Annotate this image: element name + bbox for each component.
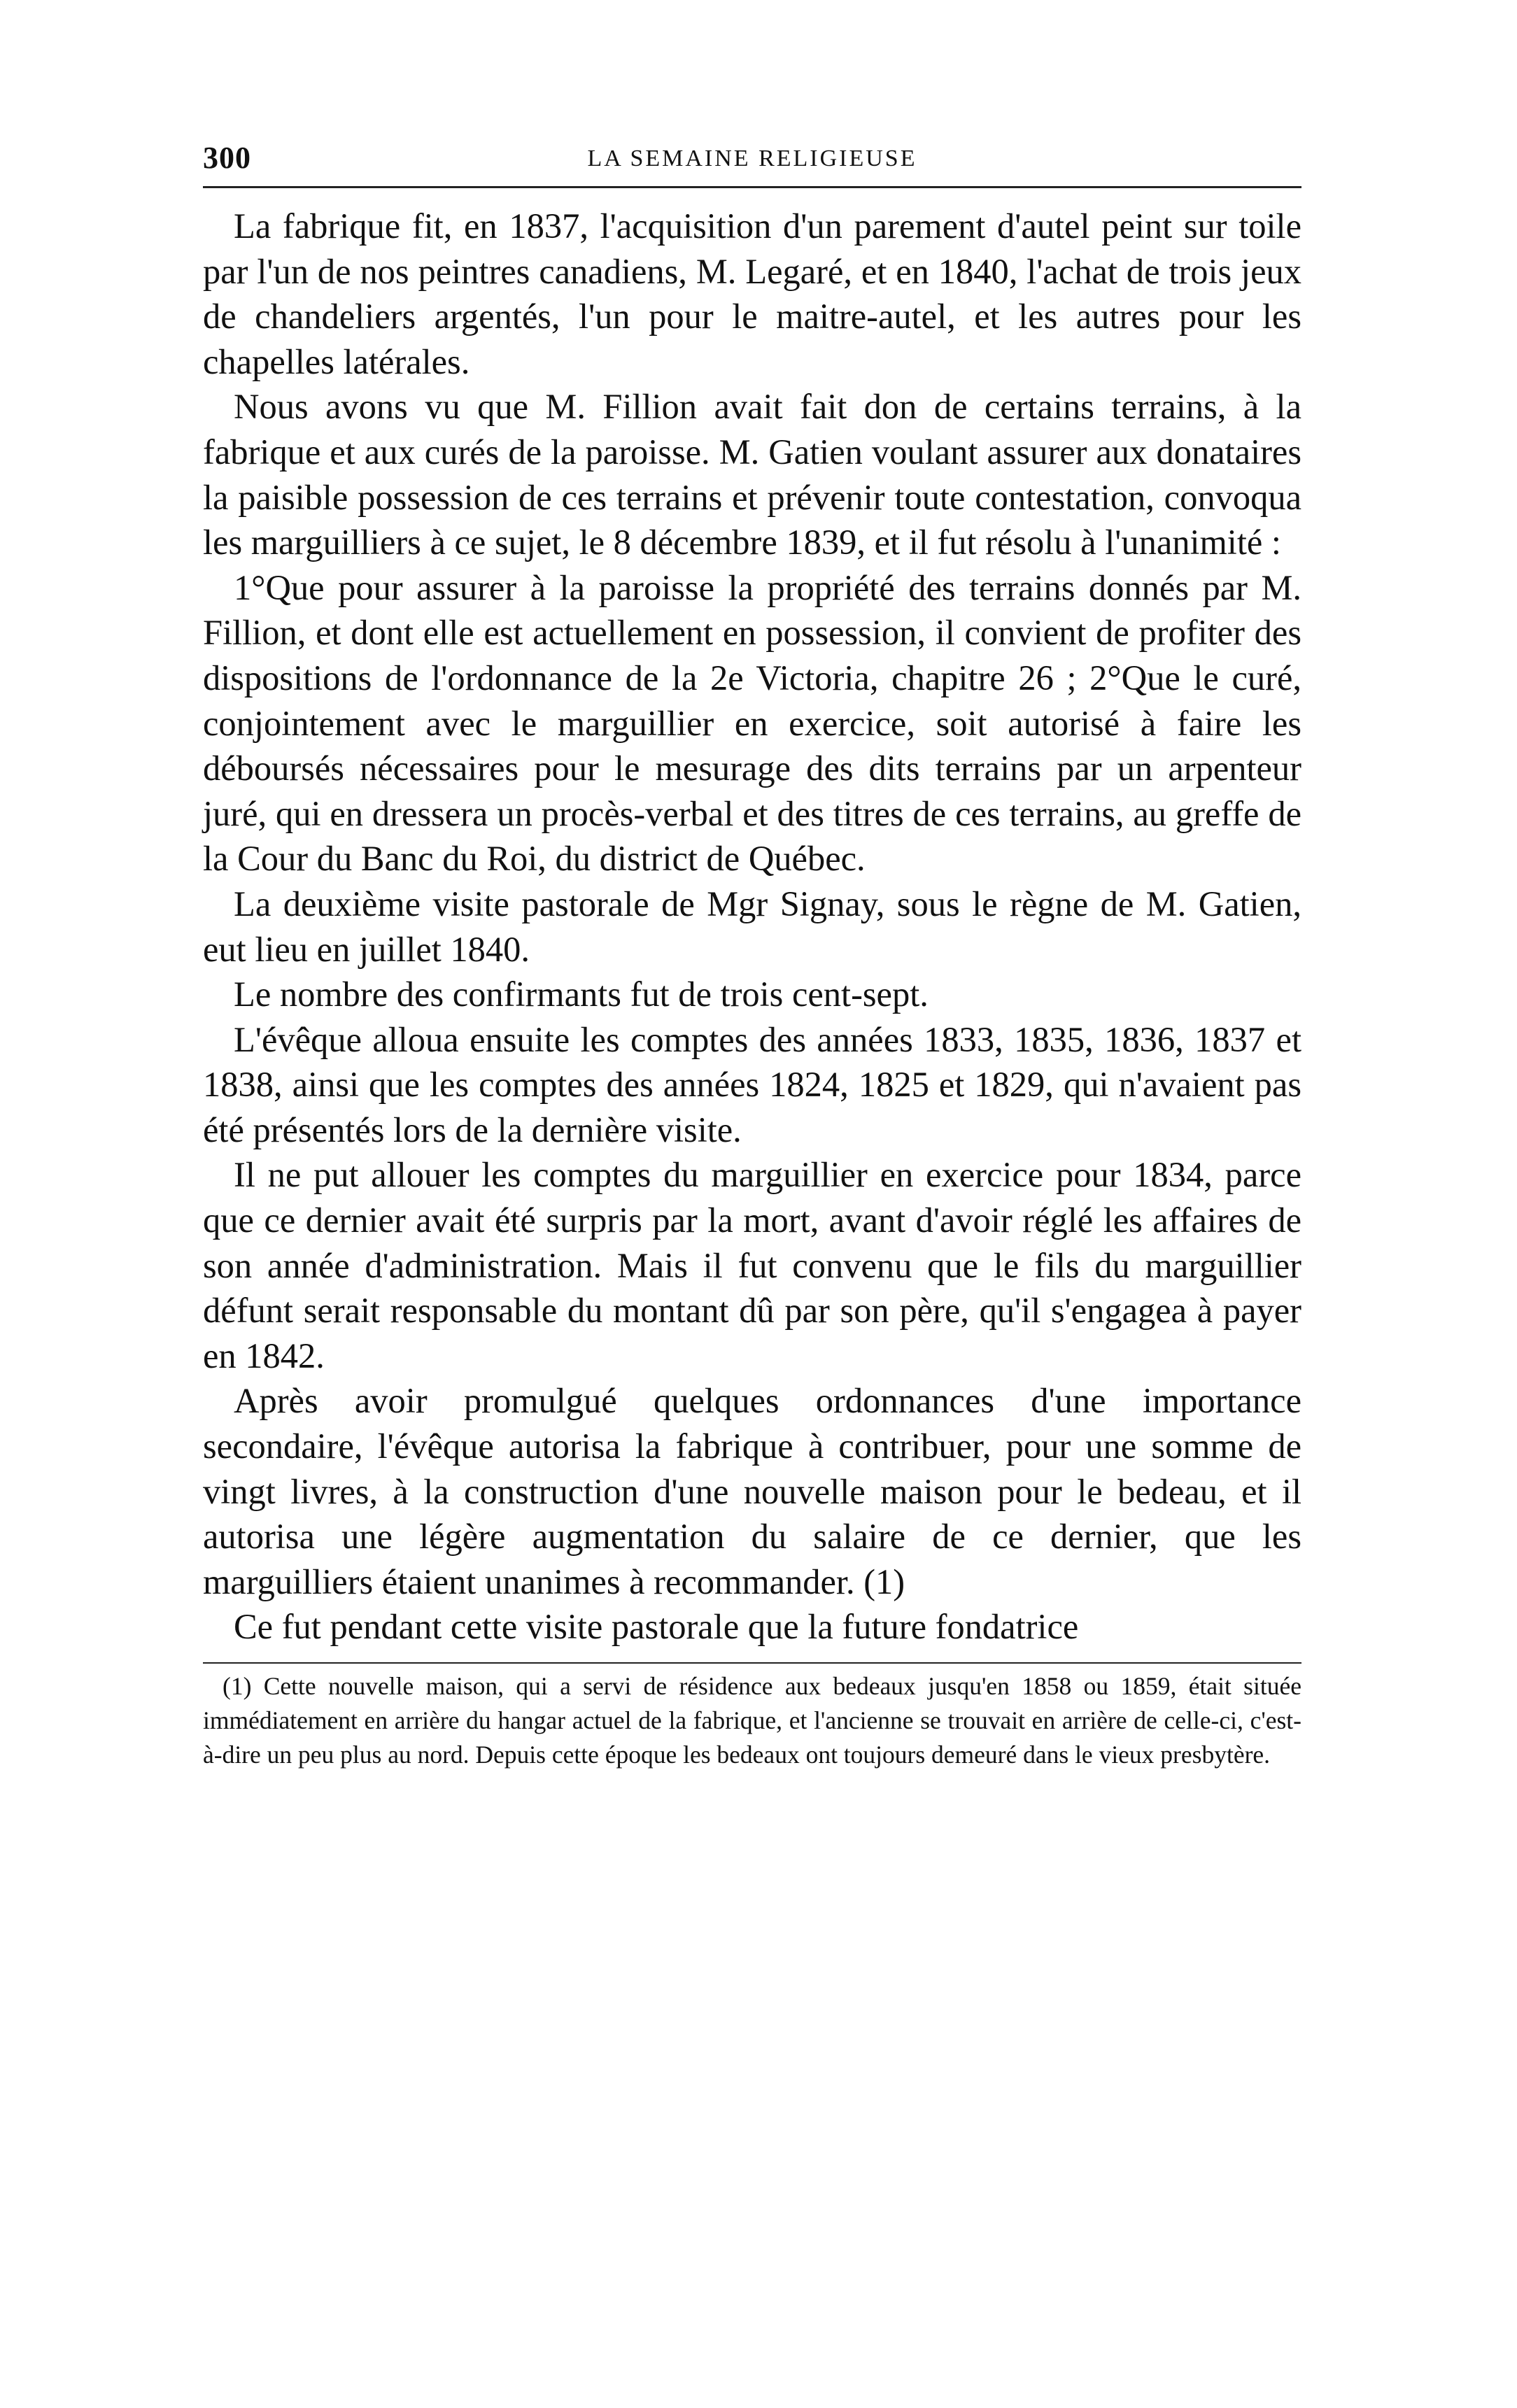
paragraph: L'évêque alloua ensuite les comptes des années 1833, 1835, 1836, 1837 et 1838, ainsi que les comptes des années 1824, 1825 et 1829, qui n'avaient pas été présentés lors de la dernière visite. (203, 1019, 1301, 1149)
paragraph: 1°Que pour assurer à la paroisse la propriété des terrains donnés par M. Fillion, et dont elle est actuellement en possession, il convient de profiter des dispositions de l'ordonnance de la 2e Victoria, chapitre 26 ; 2°Que le curé, conjointement avec le marguillier en exercice, soit autorisé à faire les déboursés nécessaires pour le mesurage des dits terrains par un arpenteur juré, qui en dressera un procès-verbal et des titres de ces terrains, au greffe de la Cour du Banc du Roi, du district de Québec. (203, 567, 1301, 879)
paragraph: La fabrique fit, en 1837, l'acquisition d'un parement d'autel peint sur toile par l'un de nos peintres canadiens, M. Legaré, et en 1840, l'achat de trois jeux de chandeliers argentés, l'un pour le maitre-autel, et les autres pour les chapelles latérales. (203, 206, 1301, 381)
header-rule (203, 186, 1301, 188)
paragraph: Nous avons vu que M. Fillion avait fait don de certains terrains, à la fabrique et aux curés de la paroisse. M. Gatien voulant assurer aux donataires la paisible possession de ces terrains et prévenir toute contestation, convoqua les marguilliers à ce sujet, le 8 décembre 1839, et il fut résolu à l'unanimité : (203, 387, 1301, 562)
page-number: 300 (203, 141, 251, 175)
paragraph: Le nombre des confirmants fut de trois cent-sept. (234, 975, 929, 1014)
running-title: LA SEMAINE RELIGIEUSE (587, 146, 917, 171)
paragraph: La deuxième visite pastorale de Mgr Signay, sous le règne de M. Gatien, eut lieu en juillet 1840. (203, 884, 1301, 969)
paragraph: Il ne put allouer les comptes du marguillier en exercice pour 1834, parce que ce dernier avait été surpris par la mort, avant d'avoir réglé les affaires de son année d'administration. Mais il fut convenu que le fils du marguillier défunt serait responsable du montant dû par son père, qu'il s'engagea à payer en 1842. (203, 1155, 1301, 1375)
footnote: (1) Cette nouvelle maison, qui a servi de résidence aux bedeaux jusqu'en 1858 ou 1859, était située immédiatement en arrière du hangar actuel de la fabrique, et l'ancienne se trouvait en arrière de celle-ci, c'est-à-dire un peu plus au nord. Depuis cette époque les bedeaux ont toujours demeuré dans le vieux presbytère. (203, 1672, 1301, 1769)
paragraph: Après avoir promulgué quelques ordonnances d'une importance secondaire, l'évêque autorisa la fabrique à contribuer, pour une somme de vingt livres, à la construction d'une nouvelle maison pour le bedeau, et il autorisa une légère augmentation du salaire de ce dernier, que les marguilliers étaient unanimes à recommander. (1) (203, 1381, 1301, 1601)
footnote-rule (203, 1662, 1301, 1664)
paragraph: Ce fut pendant cette visite pastorale que la future fondatrice (234, 1607, 1079, 1647)
book-page (203, 126, 1301, 2211)
body-text (203, 204, 1301, 1650)
running-header (203, 126, 1301, 182)
